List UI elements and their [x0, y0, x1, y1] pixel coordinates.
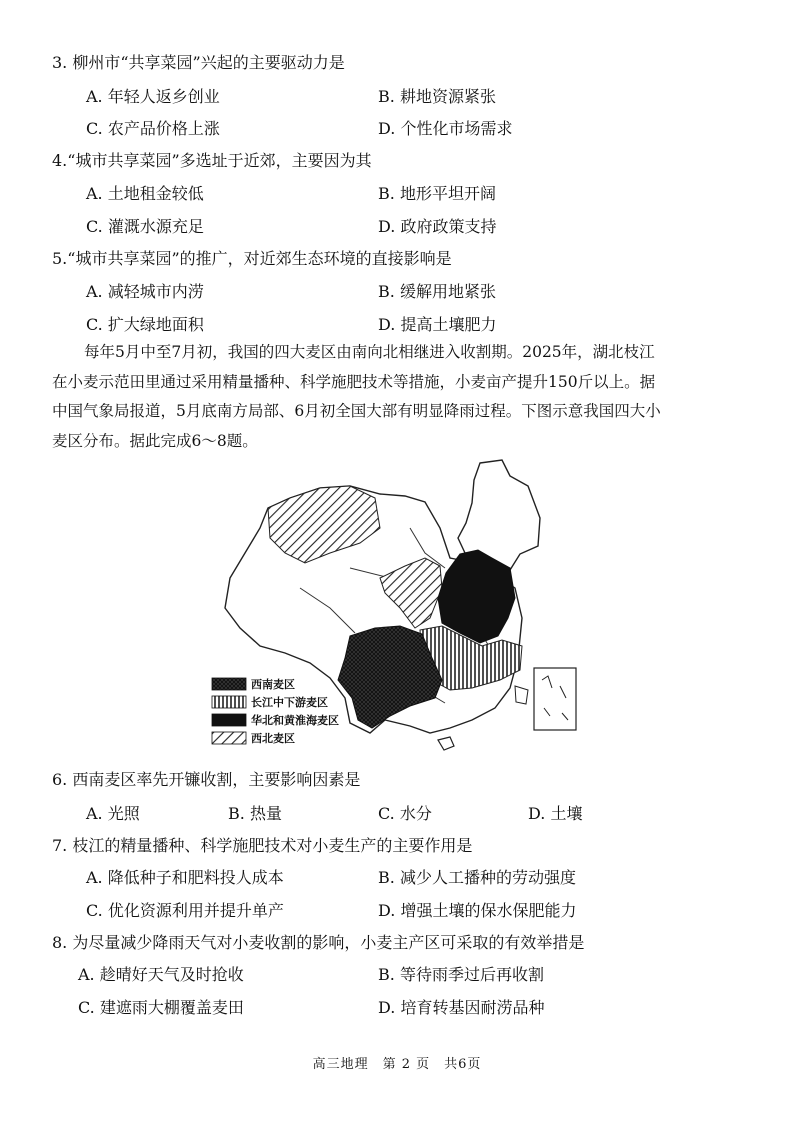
question-3-option-c[interactable]: C. 农产品价格上涨 — [86, 119, 220, 138]
question-text: 为尽量减少降雨天气对小麦收割的影响，小麦主产区可采取的有效举措是 — [72, 933, 585, 952]
question-text: 枝江的精量播种、科学施肥技术对小麦生产的主要作用是 — [72, 836, 473, 855]
question-number: 5. — [52, 249, 68, 268]
question-3-option-b[interactable]: B. 耕地资源紧张 — [378, 87, 496, 106]
question-text: “城市共享菜园”的推广，对近郊生态环境的直接影响是 — [67, 249, 452, 268]
question-4-option-d[interactable]: D. 政府政策支持 — [378, 217, 497, 236]
question-text: “城市共享菜园”多选址于近郊，主要因为其 — [67, 151, 372, 170]
question-7-option-d[interactable]: D. 增强土壤的保水保肥能力 — [378, 901, 577, 920]
question-6-option-a[interactable]: A. 光照 — [86, 804, 140, 823]
question-6-option-d[interactable]: D. 土壤 — [528, 804, 583, 823]
question-6-option-b[interactable]: B. 热量 — [228, 804, 282, 823]
passage-line-4: 麦区分布。据此完成6～8题。 — [52, 431, 258, 450]
question-5-option-c[interactable]: C. 扩大绿地面积 — [86, 315, 204, 334]
legend-swatch-northwest — [212, 732, 246, 744]
question-4-option-c[interactable]: C. 灌溉水源充足 — [86, 217, 204, 236]
question-number: 7. — [52, 836, 68, 855]
taiwan-island — [515, 686, 528, 704]
south-china-sea-inset — [534, 668, 576, 730]
question-6-option-c[interactable]: C. 水分 — [378, 804, 432, 823]
question-8-stem — [52, 930, 584, 953]
question-7-option-b[interactable]: B. 减少人工播种的劳动强度 — [378, 868, 576, 887]
question-8-option-c[interactable]: C. 建遮雨大棚覆盖麦田 — [78, 998, 244, 1017]
legend-swatch-north-china — [212, 714, 246, 726]
question-7-option-a[interactable]: A. 降低种子和肥料投人成本 — [86, 868, 284, 887]
question-3-option-d[interactable]: D. 个性化市场需求 — [378, 119, 513, 138]
passage-line-2: 在小麦示范田里通过采用精量播种、科学施肥技术等措施，小麦亩产提升150斤以上。据 — [52, 372, 656, 391]
question-5-stem — [52, 246, 452, 269]
question-number: 8. — [52, 933, 68, 952]
question-text: 西南麦区率先开镰收割，主要影响因素是 — [72, 770, 361, 789]
wheat-regions-map — [210, 458, 580, 753]
question-7-option-c[interactable]: C. 优化资源利用并提升单产 — [86, 901, 284, 920]
question-8-option-b[interactable]: B. 等待雨季过后再收割 — [378, 965, 544, 984]
question-7-stem — [52, 833, 472, 856]
question-text: 柳州市“共享菜园”兴起的主要驱动力是 — [72, 53, 345, 72]
legend-label-yangtze: 长江中下游麦区 — [251, 696, 328, 709]
page-footer: 高三地理 第 2 页 共6页 — [312, 1057, 482, 1072]
question-8-option-d[interactable]: D. 培育转基因耐涝品种 — [378, 998, 545, 1017]
hainan-island — [438, 737, 454, 750]
passage-line-1: 每年5月中至7月初，我国的四大麦区由南向北相继进入收割期。2025年，湖北枝江 — [84, 343, 655, 361]
legend-label-southwest: 西南麦区 — [251, 678, 295, 691]
question-5-option-a[interactable]: A. 减轻城市内涝 — [86, 282, 204, 301]
legend-label-northwest: 西北麦区 — [251, 732, 295, 745]
question-4-option-a[interactable]: A. 土地租金较低 — [86, 184, 204, 203]
question-3-option-a[interactable]: A. 年轻人返乡创业 — [86, 87, 220, 106]
question-6-stem — [52, 767, 360, 790]
question-8-option-a[interactable]: A. 趁晴好天气及时抢收 — [78, 965, 244, 984]
question-5-option-b[interactable]: B. 缓解用地紧张 — [378, 282, 496, 301]
question-4-option-b[interactable]: B. 地形平坦开阔 — [378, 184, 496, 203]
reading-passage — [52, 338, 752, 456]
question-3-stem — [52, 50, 345, 73]
legend-label-north-china: 华北和黄淮海麦区 — [251, 714, 339, 727]
question-4-stem — [52, 148, 372, 171]
question-number: 3. — [52, 53, 68, 72]
legend-swatch-yangtze — [212, 696, 246, 708]
passage-line-3: 中国气象局报道，5月底南方局部、6月初全国大部有明显降雨过程。下图示意我国四大小 — [52, 402, 661, 420]
legend-swatch-southwest — [212, 678, 246, 690]
map-legend — [212, 677, 339, 745]
question-number: 6. — [52, 770, 68, 789]
question-5-option-d[interactable]: D. 提高土壤肥力 — [378, 315, 497, 334]
question-number: 4. — [52, 151, 68, 170]
